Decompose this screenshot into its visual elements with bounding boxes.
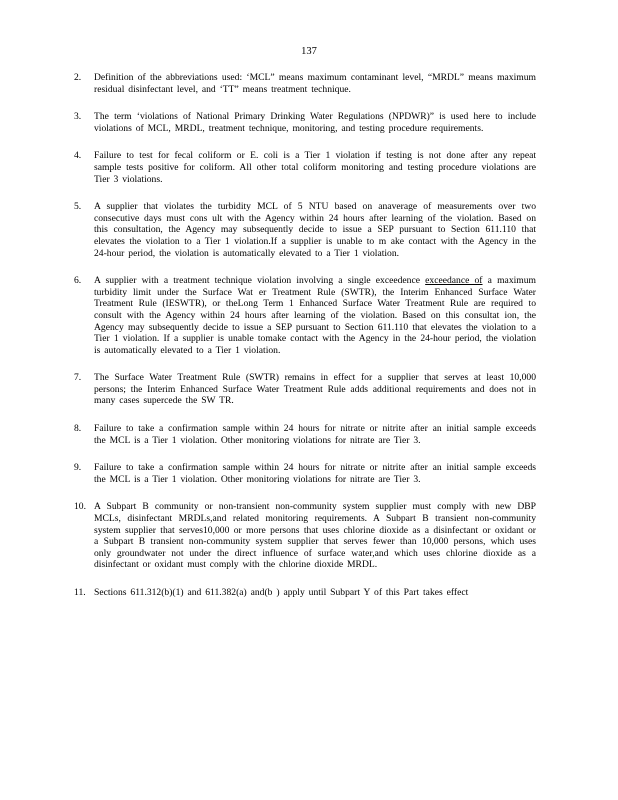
note-text: Failure to take a confirmation sample within 24 hours for nitrate or nitrite after an initial sample exceeds the MCL is a Tier 1 violation. Other monitoring violations for nitrate are Tier 3. [94, 423, 536, 446]
note-text: Failure to test for fecal coliform or E. coli is a Tier 1 violation if testing is not done after any repeat sample tests positive for coliform. All other total coliform monitoring and testing procedure violations are Tier 3 violations. [94, 150, 536, 185]
note-text: Definition of the abbreviations used: ‘MCL” means maximum contaminant level, “MRDL” means maximum residual disinfectant level, and ‘TT” means treatment technique. [94, 72, 536, 95]
list-item [74, 150, 536, 185]
page-number: 137 [301, 46, 317, 57]
note-text: A Subpart B community or non-transient non-community system supplier must comply with new DBP MCLs, disinfectant MRDLs,and related monitoring requirements. A Subpart B transient non-community system supplier that serves10,000 or more persons that uses chlorine dioxide as a disinfectant or oxidant or a Subpart B transient non-community system supplier that serves fewer than 10,000 persons, which uses only groundwater not under the direct influence of surface water,and which uses chlorine dioxide as a disinfectant or oxidant must comply with the chlorine dioxide MRDL. [94, 501, 536, 571]
note-number: 7. [74, 372, 82, 384]
note-text: The term ‘violations of National Primary Drinking Water Regulations (NPDWR)” is used here to include violations of MCL, MRDL, treatment technique, monitoring, and testing procedure requirements. [94, 111, 536, 134]
note-number: 9. [74, 462, 82, 474]
note-text: A supplier that violates the turbidity MCL of 5 NTU based on anaverage of measurements over two consecutive days must cons ult with the Agency within 24 hours after learning of the violation. Based on this consultation, the Agency may subsequently decide to issue a SEP pursuant to Section 611.110 that elevates the violation to a Tier 1 violation.If a supplier is unable to m ake contact with the Agency in the 24-hour period, the violation is automatically elevated to a Tier 1 violation. [94, 201, 536, 259]
note-number: 5. [74, 201, 82, 213]
note-text: The Surface Water Treatment Rule (SWTR) remains in effect for a supplier that serves at least 10,000 persons; the Interim Enhanced Surface Water Treatment Rule adds additional requirements and does not in many cases supercede the SW TR. [94, 372, 536, 407]
list-item [74, 501, 536, 571]
note-number: 10. [74, 501, 86, 513]
note-number: 2. [74, 72, 82, 83]
list-item [74, 372, 536, 407]
note-text: Sections 611.312(b)(1) and 611.382(a) and(b ) apply until Subpart Y of this Part takes effect [94, 587, 469, 598]
list-item [74, 423, 536, 446]
list-item [74, 201, 536, 259]
note-number: 6. [74, 275, 82, 287]
note-text [94, 275, 536, 356]
list-item [74, 587, 536, 599]
list-item [74, 72, 536, 95]
inserted-text: exceedance of [425, 275, 483, 287]
note-text: Failure to take a confirmation sample within 24 hours for nitrate or nitrite after an initial sample exceeds the MCL is a Tier 1 violation. Other monitoring violations for nitrate are Tier 3. [94, 462, 536, 485]
list-item [74, 275, 536, 356]
list-item [74, 462, 536, 485]
footnotes-list [74, 72, 536, 599]
note-text-before: A supplier with a treatment technique violation involving a single exceedence [94, 275, 426, 287]
list-item [74, 111, 536, 134]
note-number: 3. [74, 111, 82, 123]
note-number: 8. [74, 423, 82, 435]
note-text-after: a maximum turbidity limit under the Surface Wat er Treatment Rule (SWTR), the Interim Enhanced Surface Water Treatment Rule (IESWTR), or theLong Term 1 Enhanced Surface Water Treatment Rule are required to consult with the Agency within 24 hours after learning of the violation. Based on this consultat ion, the Agency may subsequently decide to issue a SEP pursuant to Section 611.110 that elevates the violation to a Tier 1 violation. If a supplier is unable tomake contact with the Agency in the 24-hour period, the violation is automatically elevated to a Tier 1 violation. [94, 275, 536, 356]
note-number: 4. [74, 150, 82, 162]
note-number: 11. [74, 587, 86, 598]
